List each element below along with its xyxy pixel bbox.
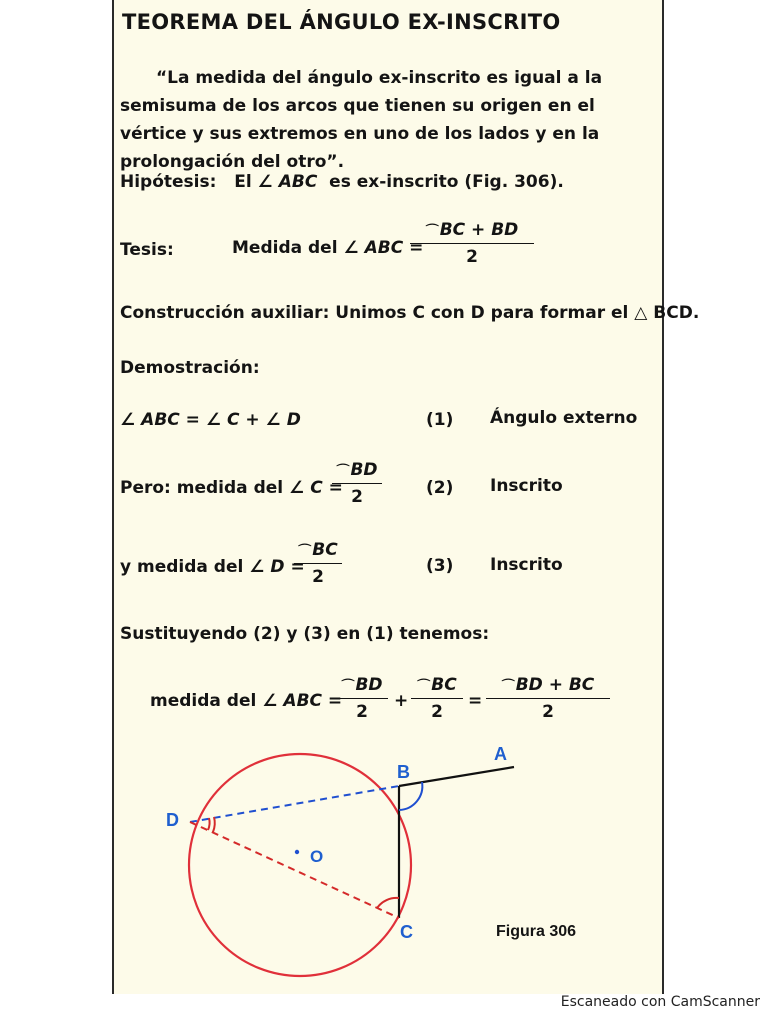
step1-reason: Ángulo externo xyxy=(490,408,638,428)
label-b: B xyxy=(397,762,410,782)
angle-arc-d2 xyxy=(213,817,215,832)
hipotesis-line: Hipótesis: El ∠ ABC es ex-inscrito (Fig. 306). xyxy=(120,172,564,192)
hipotesis-angle: ABC xyxy=(278,172,318,192)
dashed-db xyxy=(190,786,399,822)
label-o: O xyxy=(310,847,324,866)
theorem-quote: “La medida del ángulo ex-inscrito es igual a la semisuma de los arcos que tienen su origen en el vértice y sus extremos en uno de los lados y en la prolongación del otro”. xyxy=(120,68,603,172)
step2-number: (2) xyxy=(426,478,454,498)
final-equals: = xyxy=(468,691,483,711)
step3-reason: Inscrito xyxy=(490,555,563,575)
step2-fraction: $\frac{⌒BD}{2}$ xyxy=(332,460,382,507)
label-d: D xyxy=(166,810,179,830)
angle-arc-c xyxy=(377,898,399,908)
tesis-label: Tesis xyxy=(120,240,167,260)
label-c: C xyxy=(400,922,413,942)
tesis-expression: Medida del ∠ ABC = xyxy=(232,238,424,258)
page-title: TEOREMA DEL ÁNGULO EX-INSCRITO xyxy=(122,10,561,34)
step1-number: (1) xyxy=(426,410,454,430)
tesis-label-line: Tesis: xyxy=(120,240,174,260)
scanner-watermark: Escaneado con CamScanner xyxy=(560,994,760,1010)
step3-expression: y medida del ∠ D = xyxy=(120,557,305,577)
final-fraction-bd: $\frac{⌒BD}{2}$ xyxy=(336,675,388,722)
circle xyxy=(189,754,411,976)
step2-reason: Inscrito xyxy=(490,476,563,496)
figure-306-diagram xyxy=(114,0,662,994)
tesis-fraction: $\frac{⌒BC + BD}{2}$ xyxy=(410,220,534,267)
demostracion-heading: Demostración: xyxy=(120,358,260,378)
hipotesis-label: Hipótesis xyxy=(120,172,210,192)
step1-expression: ∠ ABC = ∠ C + ∠ D xyxy=(120,410,301,430)
final-fraction-sum: $\frac{⌒BD + BC}{2}$ xyxy=(486,675,610,722)
final-plus: + xyxy=(394,691,409,711)
dashed-dc xyxy=(190,822,399,918)
step3-number: (3) xyxy=(426,556,454,576)
figure-caption: Figura 306 xyxy=(496,923,577,940)
step2-expression: Pero: medida del ∠ C = xyxy=(120,478,343,498)
construccion-text: : Unimos C con D para formar el △ BCD. xyxy=(322,303,700,323)
hipotesis-text-b: es ex-inscrito (Fig. 306). xyxy=(329,172,564,192)
final-fraction-bc: $\frac{⌒BC}{2}$ xyxy=(411,675,463,722)
document-page xyxy=(112,0,700,994)
line-ba xyxy=(399,767,514,786)
construccion-label: Construcción auxiliar xyxy=(120,303,323,323)
label-a: A xyxy=(494,744,507,764)
final-equation-lhs: medida del ∠ ABC = xyxy=(150,691,343,711)
substitution-line: Sustituyendo (2) y (3) en (1) tenemos: xyxy=(120,624,490,644)
hipotesis-text: El ∠ xyxy=(234,172,273,192)
step3-fraction: $\frac{⌒BC}{2}$ xyxy=(294,540,342,587)
center-point xyxy=(295,850,299,854)
